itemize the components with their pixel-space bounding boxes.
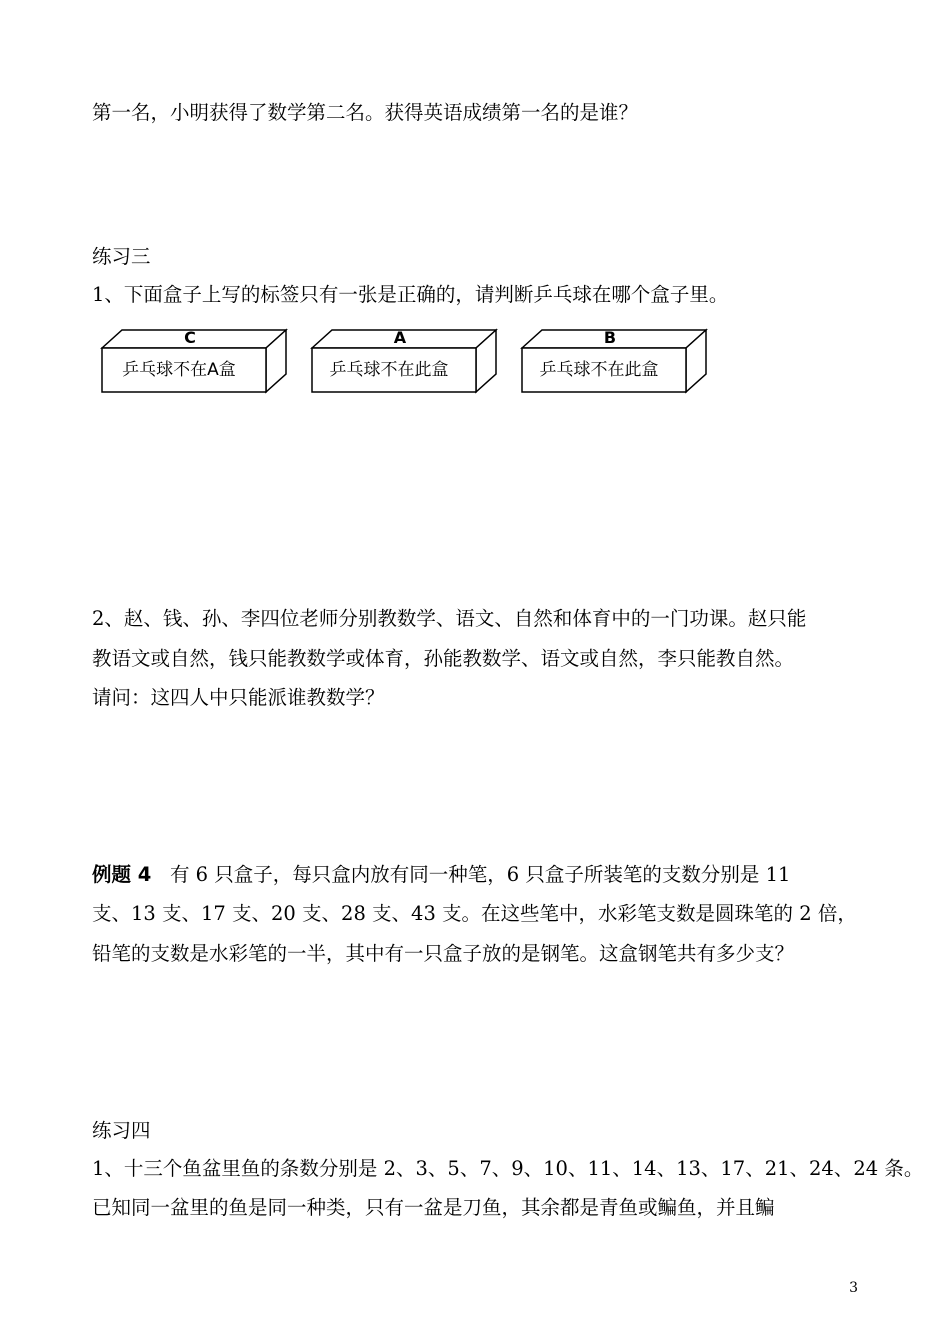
example-4-text: 有 6 只盒子，每只盒内放有同一种笔，6 只盒子所装笔的支数分别是 11 <box>169 863 791 886</box>
box-top-label: B <box>603 328 617 347</box>
box-a <box>310 328 500 394</box>
page-number: 3 <box>849 1280 858 1296</box>
example-4-line-1 <box>92 861 790 889</box>
practice-3-question-1: 1、下面盒子上写的标签只有一张是正确的，请判断乒乓球在哪个盒子里。 <box>92 283 729 306</box>
practice-3-title: 练习三 <box>92 245 151 268</box>
example-4-line-2: 支、13 支、17 支、20 支、28 支、43 支。在这些笔中，水彩笔支数是圆珠笔的 2 倍， <box>92 902 857 925</box>
practice-3-question-2-line-2: 教语文或自然，钱只能教数学或体育，孙能教数学、语文或自然，李只能教自然。 <box>92 647 795 670</box>
practice-3-question-2-line-1: 2、赵、钱、孙、李四位老师分别教数学、语文、自然和体育中的一门功课。赵只能 <box>92 607 807 630</box>
box-c <box>100 328 290 394</box>
box-top-label: A <box>393 328 407 347</box>
practice-3-question-2-line-3: 请问：这四人中只能派谁教数学？ <box>92 686 385 709</box>
example-4-label: 例题 4 <box>92 863 152 886</box>
example-4-line-3: 铅笔的支数是水彩笔的一半，其中有一只盒子放的是钢笔。这盒钢笔共有多少支？ <box>92 942 795 965</box>
box-b <box>520 328 710 394</box>
text-line-1: 第一名，小明获得了数学第二名。获得英语成绩第一名的是谁？ <box>92 101 639 124</box>
practice-4-question-1-line-1: 1、十三个鱼盆里鱼的条数分别是 2、3、5、7、9、10、11、14、13、17、21、24、24 条。 <box>92 1157 924 1180</box>
box-front-label: 乒乓球不在A盒 <box>122 360 236 380</box>
label-boxes-figure <box>100 328 720 394</box>
box-top-label: C <box>184 328 196 347</box>
practice-4-question-1-line-2: 已知同一盆里的鱼是同一种类，只有一盆是刀鱼，其余都是青鱼或鳊鱼，并且鳊 <box>92 1196 775 1219</box>
box-front-label: 乒乓球不在此盒 <box>539 360 659 380</box>
box-front-label: 乒乓球不在此盒 <box>329 360 449 380</box>
practice-4-title: 练习四 <box>92 1119 151 1142</box>
